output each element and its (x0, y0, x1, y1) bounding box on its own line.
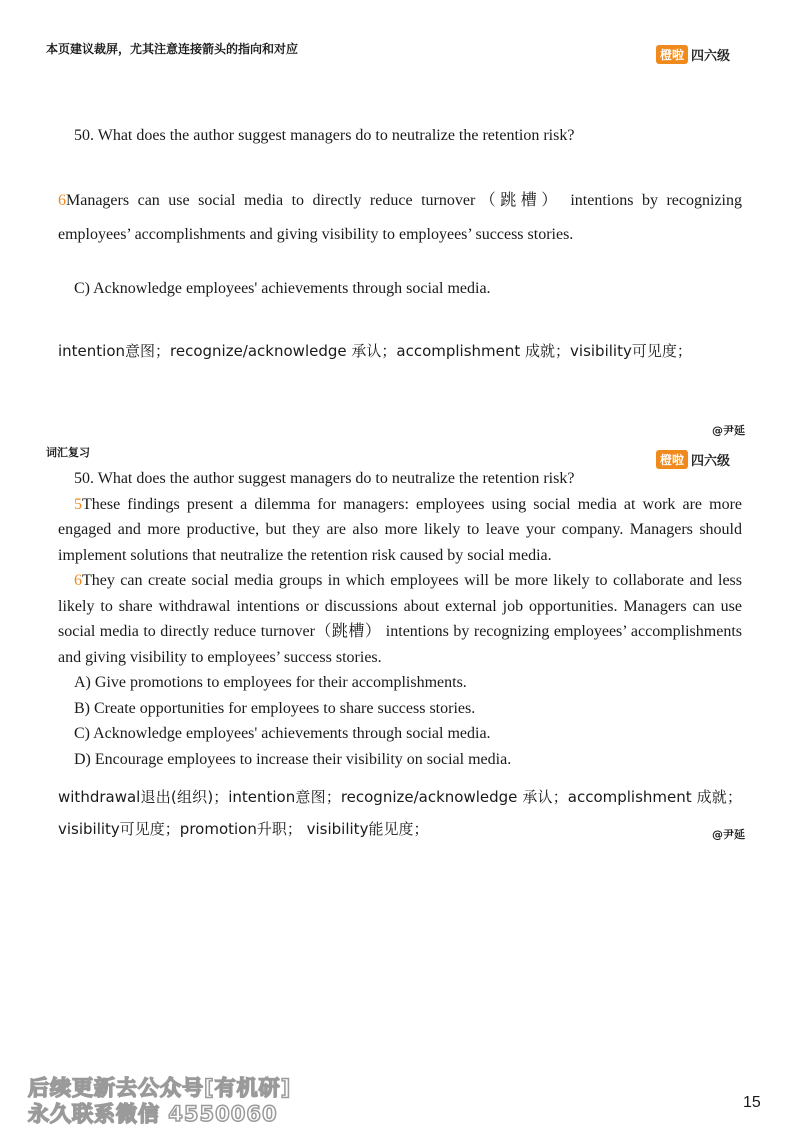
paragraph-5 (58, 492, 742, 569)
paragraph-text: They can create social media groups in which employees will be more likely to collaborate and less likely to share withdrawal intentions or discussions about external job opportunities. Managers can use social media to directly reduce turnover（跳槽） intentions by recognizing employees’ accomplishments and giving visibility to employees’ success stories. (58, 572, 742, 666)
option-c: C) Acknowledge employees' achievements through social media. (74, 725, 491, 742)
paragraph-number: 6 (58, 192, 66, 209)
section-label: 词汇复习 (46, 447, 90, 459)
paragraph-number: 5 (74, 495, 82, 513)
paragraph-number: 6 (74, 572, 82, 589)
answer-option: C) Acknowledge employees' achievements through social media. (74, 280, 491, 297)
watermark-line-1: 后续更新去公众号[有机研] (28, 1076, 292, 1100)
brand-badge: 橙啦 (656, 450, 688, 469)
paragraph-text: Managers can use social media to directly reduce turnover（跳槽） intentions by recognizing employees’ accomplishments and giving visibility to employees’ success stories. (58, 192, 742, 243)
vocab-list: withdrawal退出(组织)；intention意图；recognize/acknowledge 承认；accomplishment 成就；visibility可见度；promotion升职； visibility能见度； (58, 788, 742, 838)
vocab-list: intention意图；recognize/acknowledge 承认；accomplishment 成就；visibility可见度； (58, 342, 692, 360)
brand-logo (656, 45, 730, 64)
question-1: 50. What does the author suggest managers do to neutralize the retention risk? (74, 127, 575, 144)
evidence-paragraph (58, 184, 742, 252)
top-note: 本页建议裁屏，尤其注意连接箭头的指向和对应 (46, 42, 299, 56)
author-tag: @尹延 (712, 828, 745, 841)
option-d: D) Encourage employees to increase their visibility on social media. (74, 750, 512, 768)
brand-badge: 橙啦 (656, 45, 688, 64)
option-a: A) Give promotions to employees for their accomplishments. (74, 674, 467, 691)
page-number: 15 (743, 1094, 761, 1111)
option-b: B) Create opportunities for employees to share success stories. (74, 699, 476, 717)
author-tag: @尹延 (712, 424, 745, 437)
watermark (28, 1075, 291, 1127)
brand-text: 四六级 (691, 49, 731, 64)
paragraph-text: These findings present a dilemma for managers: employees using social media at work are more engaged and more productive, but they are also more likely to leave your company. Managers should implement solutions that neutralize the retention risk caused by social media. (58, 495, 742, 564)
watermark-line-2: 永久联系微信 4550060 (28, 1102, 278, 1126)
brand-text: 四六级 (691, 454, 731, 469)
review-section (58, 466, 742, 772)
paragraph-6 (58, 568, 742, 670)
question-2: 50. What does the author suggest managers do to neutralize the retention risk? (74, 470, 575, 487)
